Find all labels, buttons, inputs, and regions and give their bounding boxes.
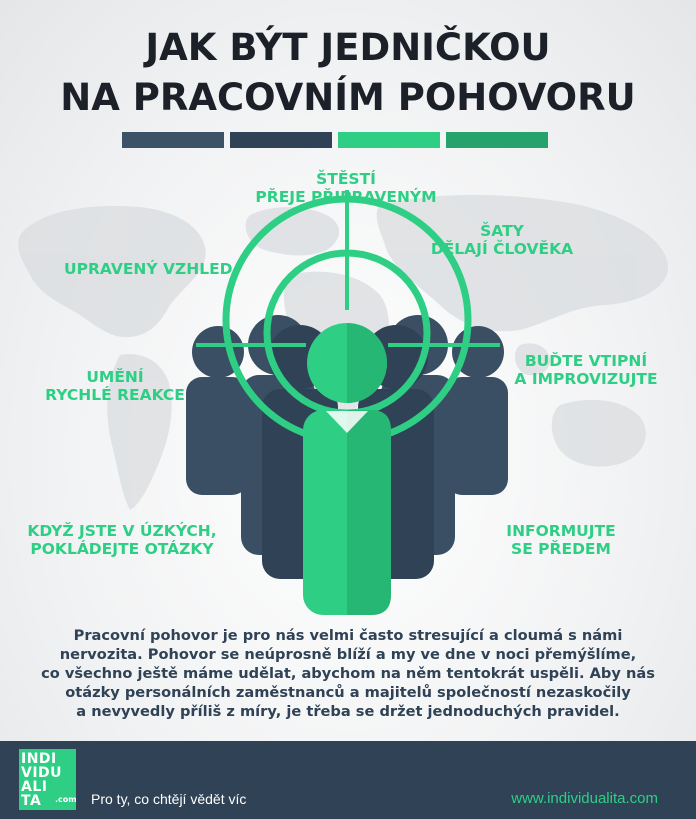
color-bar-1 (122, 132, 224, 148)
tip-stesti-line2: PŘEJE PŘIPRAVENÝM (255, 188, 437, 206)
logo-line-1: INDI (21, 751, 57, 767)
tagline: Pro ty, co chtějí vědět víc (91, 791, 247, 807)
tip-informujte (486, 522, 636, 558)
logo-line-4: TA (21, 793, 42, 809)
intro-paragraph (30, 626, 666, 721)
tip-vtipni (506, 352, 666, 388)
tip-saty (412, 222, 592, 258)
tip-umeni-line2: RYCHLÉ REAKCE (45, 386, 185, 404)
tip-vzhled: UPRAVENÝ VZHLED (64, 260, 233, 278)
color-bar-3 (338, 132, 440, 148)
tip-vtipni-line1: BUĎTE VTIPNÍ (524, 352, 648, 370)
tip-vtipni-line2: A IMPROVIZUJTE (514, 370, 658, 388)
logo-com: .com (55, 795, 77, 804)
tip-saty-line2: DĚLAJÍ ČLOVĚKA (430, 240, 574, 258)
tip-saty-line1: ŠATY (480, 222, 524, 240)
leader-figure (303, 323, 391, 615)
color-bar-4 (446, 132, 548, 148)
tip-umeni (40, 368, 190, 404)
tip-informujte-line2: SE PŘEDEM (511, 540, 611, 558)
intro-line-4: otázky personálních zaměstnanců a majitelů společností nezaskočily (65, 684, 631, 701)
intro-line-5: a nevyvedly příliš z míry, je třeba se držet jednoduchých pravidel. (76, 703, 620, 720)
color-bar-2 (230, 132, 332, 148)
title-line-1: JAK BÝT JEDNIČKOU (145, 26, 551, 69)
tip-informujte-line1: INFORMUJTE (506, 522, 616, 540)
logo-line-3: ALI (21, 779, 48, 795)
website-link[interactable]: www.individualita.com (511, 790, 658, 807)
intro-line-2: nervozita. Pohovor se neúprosně blíží a my ve dne v noci přemýšlíme, (59, 646, 637, 663)
intro-line-3: co všechno ještě máme udělat, abychom na něm tentokrát uspěli. Aby nás (41, 665, 655, 682)
tip-stesti (176, 170, 516, 206)
footer (0, 741, 696, 819)
title-line-2: NA PRACOVNÍM POHOVORU (60, 76, 636, 119)
tip-otazky-line1: KDYŽ JSTE V ÚZKÝCH, (27, 522, 217, 540)
tip-umeni-line1: UMĚNÍ (86, 368, 144, 386)
logo-line-2: VIDU (21, 765, 63, 781)
tip-otazky-line2: POKLÁDEJTE OTÁZKY (30, 540, 214, 558)
tip-stesti-line1: ŠTĚSTÍ (316, 170, 376, 188)
tip-otazky (24, 522, 220, 558)
intro-line-1: Pracovní pohovor je pro nás velmi často stresující a cloumá s námi (73, 627, 623, 644)
individualita-logo[interactable] (19, 749, 76, 810)
